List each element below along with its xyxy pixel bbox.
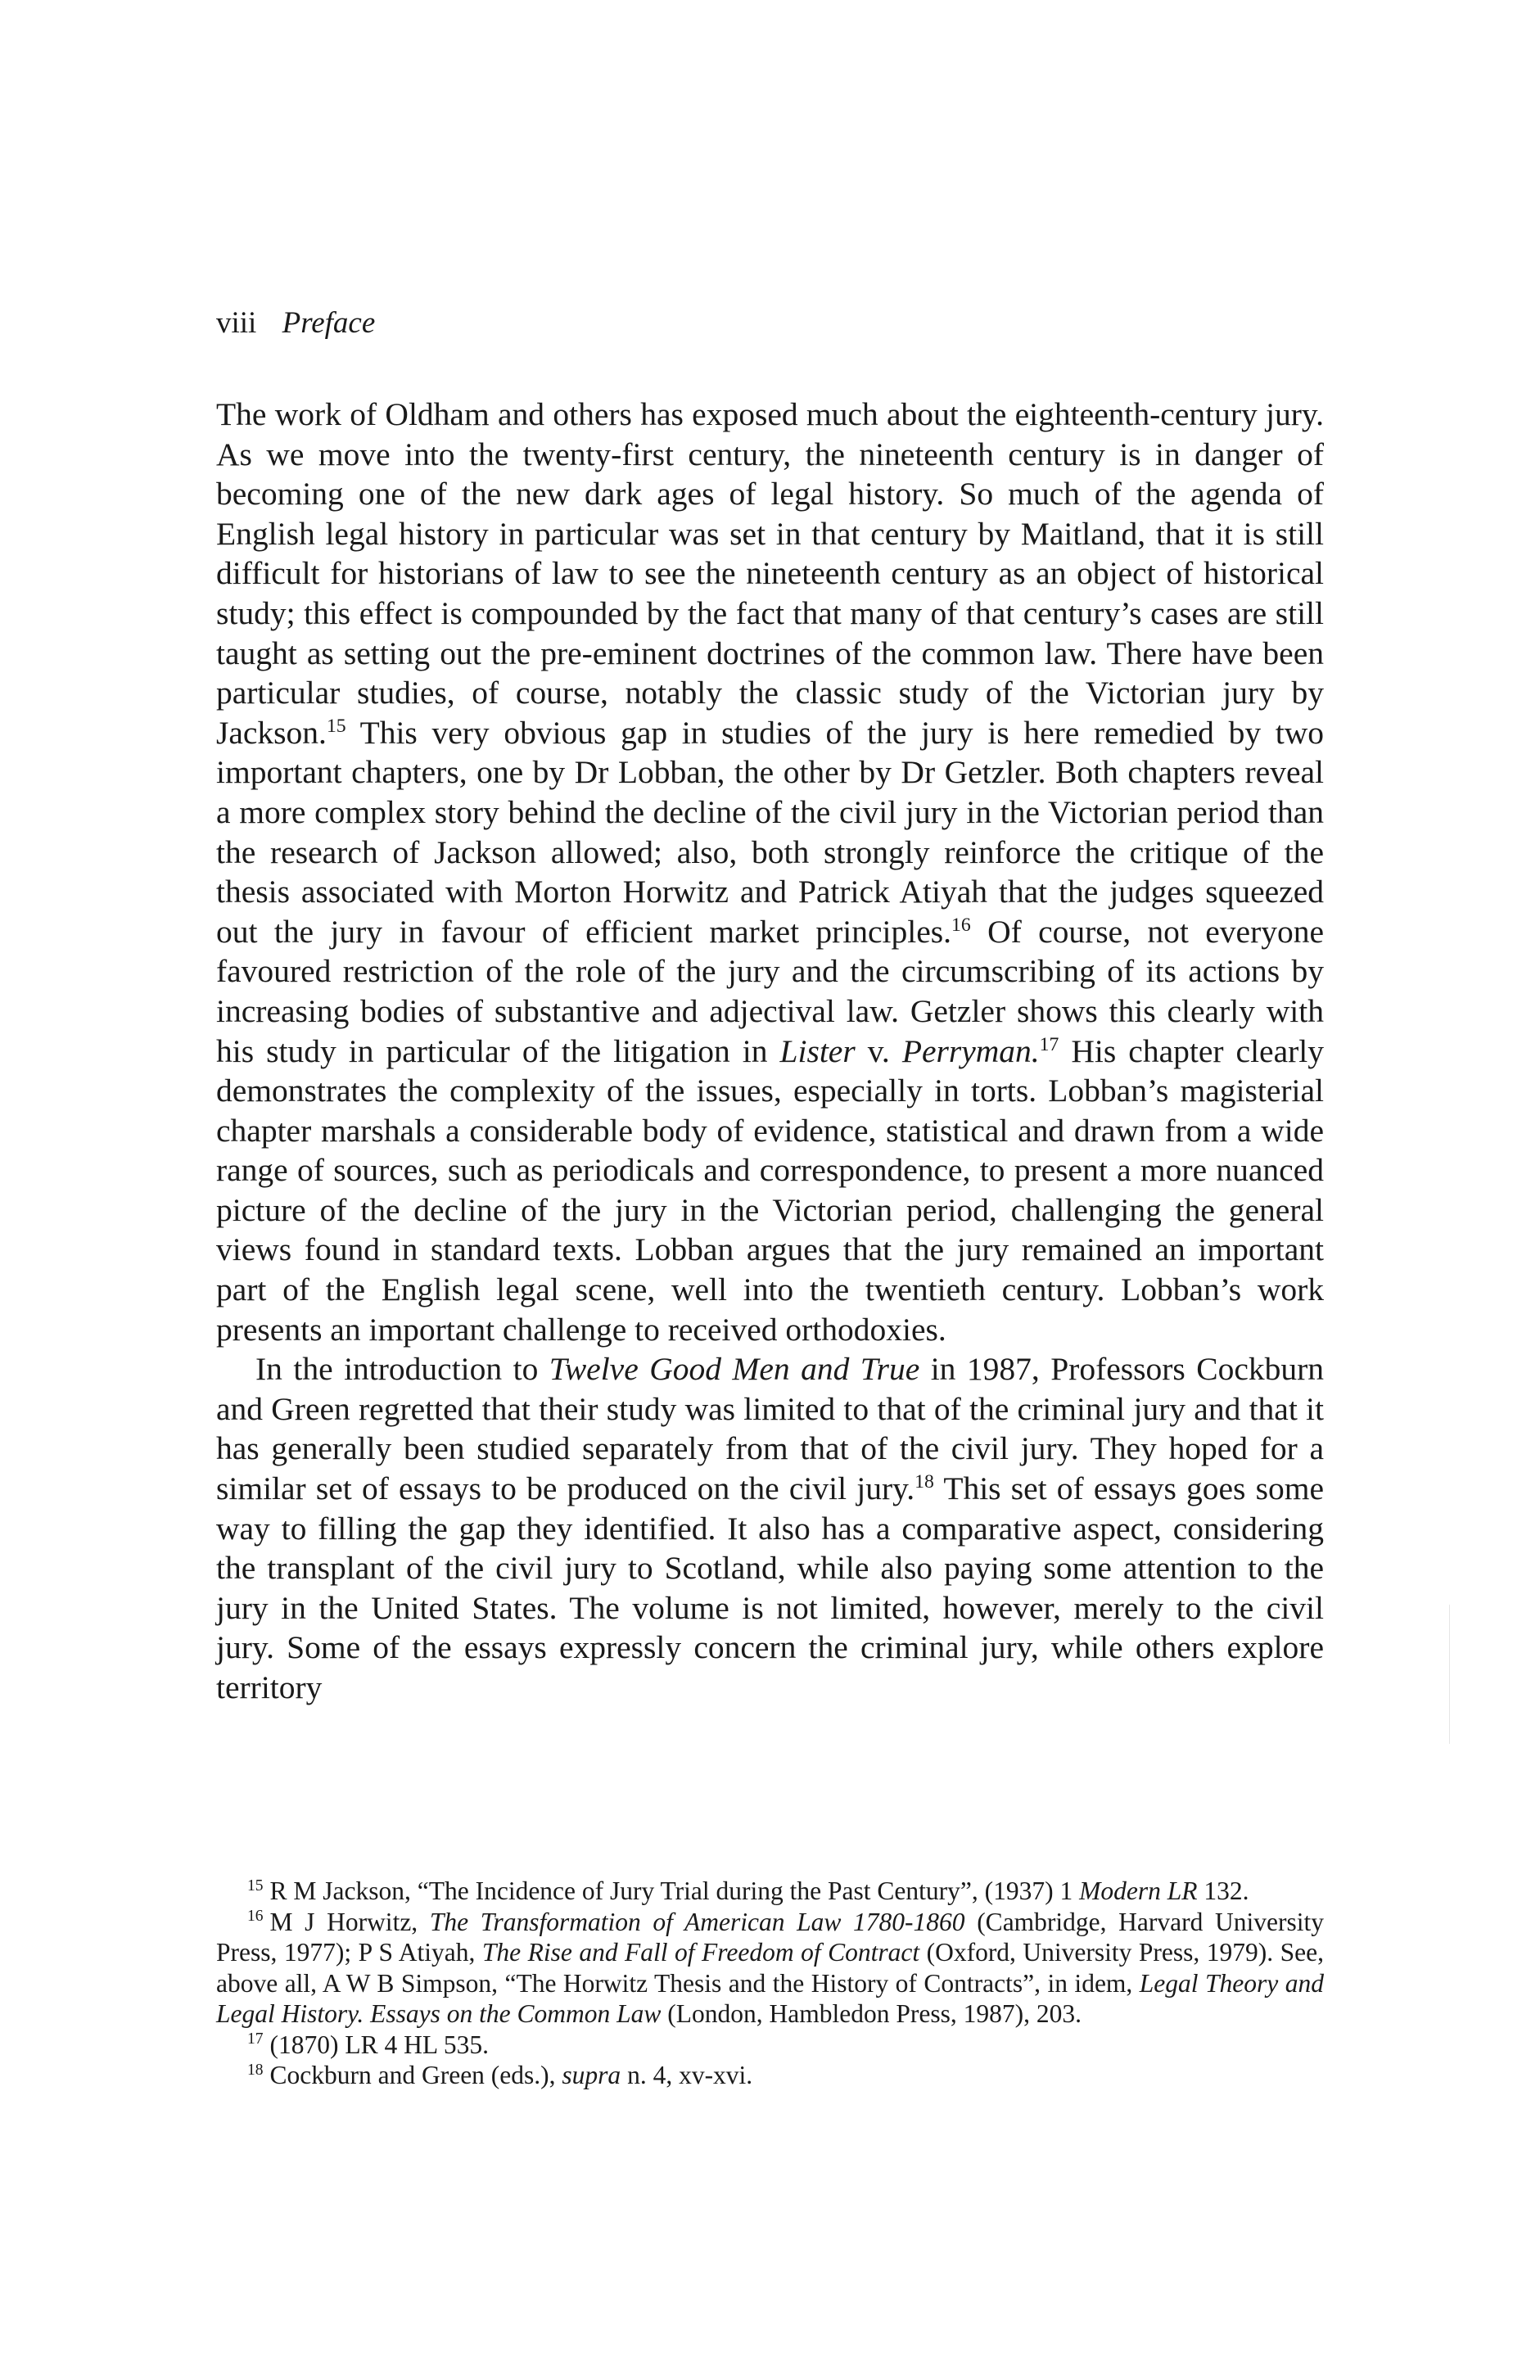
paragraph-1-text-2: This very obvious gap in studies of the jury is here remedied by two important chapters, one by Dr Lobban, the other by Dr Getzler. Both chapters reveal a more complex story behind the decline of the civil jury in the Victorian period than the research of Jackson allowed; also, both strongly reinforce the critique of the thesis associated with Morton Horwitz and Patrick Atiyah that the judges squeezed out the jury in favour of efficient market principles. [216, 714, 1324, 950]
footnote-text: Cockburn and Green (eds.), [269, 2061, 562, 2089]
footnote-text: M J Horwitz, [269, 1907, 430, 1936]
paragraph-2-text-2: in 1987, Professors Cockburn and Green regretted that their study was limited to that of the criminal jury and that it has generally been studied separately from that of the civil jury. They hoped for a similar set of essays to be produced on the civil jury. [216, 1351, 1325, 1507]
footnote-text: n. 4, xv-xvi. [621, 2061, 753, 2089]
footnote-15 [216, 1876, 1324, 1907]
paragraph-1-text-1: The work of Oldham and others has exposed much about the eighteenth-century jury. As we move into the twenty-first century, the nineteenth century is in danger of becoming one of the new dark ages of legal history. So much of the agenda of English legal history in particular was set in that century by Maitland, that it is still difficult for historians of law to see the nineteenth century as an object of historical study; this effect is compounded by the fact that many of that century’s cases are still taught as setting out the pre-eminent doctrines of the common law. There have been particular studies, of course, notably the classic study of the Victorian jury by Jackson. [216, 396, 1324, 751]
footnote-ref-17: 17 [1039, 1033, 1059, 1055]
footnote-17 [216, 2030, 1324, 2061]
case-name-lister: Lister [779, 1032, 856, 1069]
footnote-text: (1870) LR 4 HL 535. [269, 2030, 489, 2059]
footnote-italic: Modern LR [1079, 1876, 1198, 1905]
body-text [216, 395, 1324, 1708]
book-title: Twelve Good Men and True [549, 1351, 920, 1388]
paragraph-1 [216, 395, 1324, 1349]
footnote-number: 17 [247, 2030, 264, 2048]
paragraph-2-text-3: This set of essays goes some way to filling the gap they identified. It also has a comparative aspect, considering the transplant of the civil jury to Scotland, while also paying some attention to the jury in the United States. The volume is not limited, however, merely to the civil jury. Some of the essays expressly concern the criminal jury, while others explore territory [216, 1470, 1324, 1705]
paragraph-1-text-3: Of course, not everyone favoured restriction of the role of the jury and the circumscribing of its actions by increasing bodies of substantive and adjectival law. Getzler shows this clearly with his study in particular of the litigation in [216, 913, 1324, 1069]
footnote-text: (Cambridge, Harvard University Press, 1977); P S Atiyah, [216, 1907, 1324, 1967]
footnote-number: 15 [247, 1876, 264, 1895]
footnote-ref-16: 16 [951, 914, 971, 936]
scan-edge-mark [1449, 1605, 1450, 1744]
paragraph-2-text-1: In the introduction to [255, 1351, 549, 1388]
footnotes [216, 1876, 1324, 2091]
footnote-italic: The Transformation of American Law 1780-1860 [429, 1907, 965, 1936]
case-name-perryman: Perryman. [901, 1032, 1040, 1069]
footnote-number: 16 [247, 1908, 264, 1925]
footnote-18 [216, 2060, 1324, 2091]
footnote-ref-15: 15 [326, 715, 346, 737]
footnote-16 [216, 1907, 1324, 2030]
running-head [216, 307, 375, 340]
footnote-text: (London, Hambledon Press, 1987), 203. [661, 1999, 1082, 2028]
footnote-italic: The Rise and Fall of Freedom of Contract [481, 1938, 920, 1967]
footnote-text: 132. [1197, 1876, 1249, 1905]
running-head-title: Preface [282, 306, 376, 340]
paragraph-1-text-5: His chapter clearly demonstrates the complexity of the issues, especially in torts. Lobban’s magisterial chapter marshals a considerable body of evidence, statistical and drawn from a wide range of sources, such as periodicals and correspondence, to present a more nuanced picture of the decline of the jury in the Victorian period, challenging the general views found in standard texts. Lobban argues that the jury remained an important part of the English legal scene, well into the twentieth century. Lobban’s work presents an important challenge to received orthodoxies. [216, 1032, 1324, 1348]
footnote-number: 18 [247, 2061, 264, 2079]
footnote-italic: Legal Theory and Legal History. Essays on the Common Law [216, 1968, 1324, 2028]
paragraph-1-text-4: v. [855, 1032, 902, 1069]
footnote-text: R M Jackson, “The Incidence of Jury Trial during the Past Century”, (1937) 1 [269, 1876, 1080, 1905]
footnote-italic: supra [562, 2061, 621, 2089]
footnote-text: (Oxford, University Press, 1979). See, above all, A W B Simpson, “The Horwitz Thesis and the History of Contracts”, in idem, [216, 1938, 1324, 1998]
page-number: viii [216, 306, 257, 340]
paragraph-2 [216, 1349, 1324, 1707]
footnote-ref-18: 18 [915, 1470, 934, 1493]
